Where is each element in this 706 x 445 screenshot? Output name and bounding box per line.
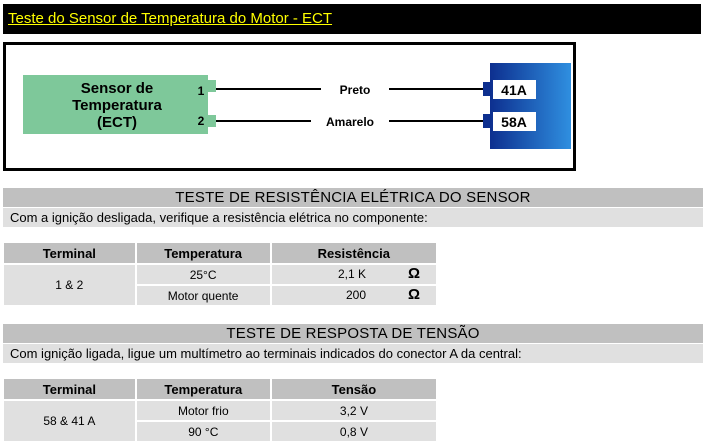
table-row <box>3 400 437 421</box>
terminal-cell: 1 & 2 <box>3 264 136 306</box>
voltage-instruction: Com ignição ligada, ligue um multímetro ao terminais indicados do conector A da central: <box>3 344 703 363</box>
terminal-label-58a: 58A <box>501 114 527 130</box>
temperature-cell: Motor frio <box>136 400 271 421</box>
sensor-pin-tab-1 <box>208 80 216 92</box>
temperature-cell: 90 °C <box>136 421 271 442</box>
wire-label-amarelo: Amarelo <box>325 115 375 129</box>
resistance-section-header: TESTE DE RESISTÊNCIA ELÉTRICA DO SENSOR <box>3 188 703 207</box>
resistance-value: 2,1 K <box>337 267 366 281</box>
voltage-value: 0,8 V <box>271 421 437 442</box>
temperature-cell: 25°C <box>136 264 271 285</box>
table-header-row <box>3 242 437 264</box>
pin-label-1: 1 <box>197 84 205 98</box>
sensor-label-line-2: Temperatura <box>72 97 162 114</box>
wiring-diagram <box>3 42 576 171</box>
wire-label-preto: Preto <box>339 83 371 97</box>
title-bar <box>3 4 701 34</box>
column-header-temperature: Temperatura <box>136 242 271 264</box>
terminal-label-41a: 41A <box>501 82 527 98</box>
resistance-value: 200 <box>345 288 366 302</box>
temperature-cell: Motor quente <box>136 285 271 306</box>
voltage-value: 3,2 V <box>271 400 437 421</box>
column-header-resistance: Resistência <box>271 242 437 264</box>
wiring-diagram-svg <box>6 45 573 168</box>
pin-label-2: 2 <box>197 114 205 128</box>
connector-pin-1 <box>483 82 491 96</box>
column-header-temperature: Temperatura <box>136 378 271 400</box>
connector-pin-2 <box>483 114 491 128</box>
resistance-cell <box>271 264 437 285</box>
ohm-symbol: Ω <box>407 286 420 303</box>
column-header-voltage: Tensão <box>271 378 437 400</box>
sensor-pin-tab-2 <box>208 115 216 127</box>
resistance-cell <box>271 285 437 306</box>
ecu-connector <box>490 63 571 149</box>
sensor-label-line-3: (ECT) <box>97 114 137 131</box>
sensor-label-line-1: Sensor de <box>80 80 154 97</box>
column-header-terminal: Terminal <box>3 378 136 400</box>
voltage-section-header: TESTE DE RESPOSTA DE TENSÃO <box>3 324 703 343</box>
column-header-terminal: Terminal <box>3 242 136 264</box>
page-title-link[interactable]: Teste do Sensor de Temperatura do Motor - ECT <box>8 10 333 27</box>
voltage-table <box>3 378 437 442</box>
table-header-row <box>3 378 437 400</box>
resistance-table <box>3 242 437 306</box>
table-row <box>3 264 437 285</box>
resistance-instruction: Com a ignição desligada, verifique a resistência elétrica no componente: <box>3 208 703 227</box>
terminal-cell: 58 & 41 A <box>3 400 136 442</box>
ohm-symbol: Ω <box>407 265 420 282</box>
